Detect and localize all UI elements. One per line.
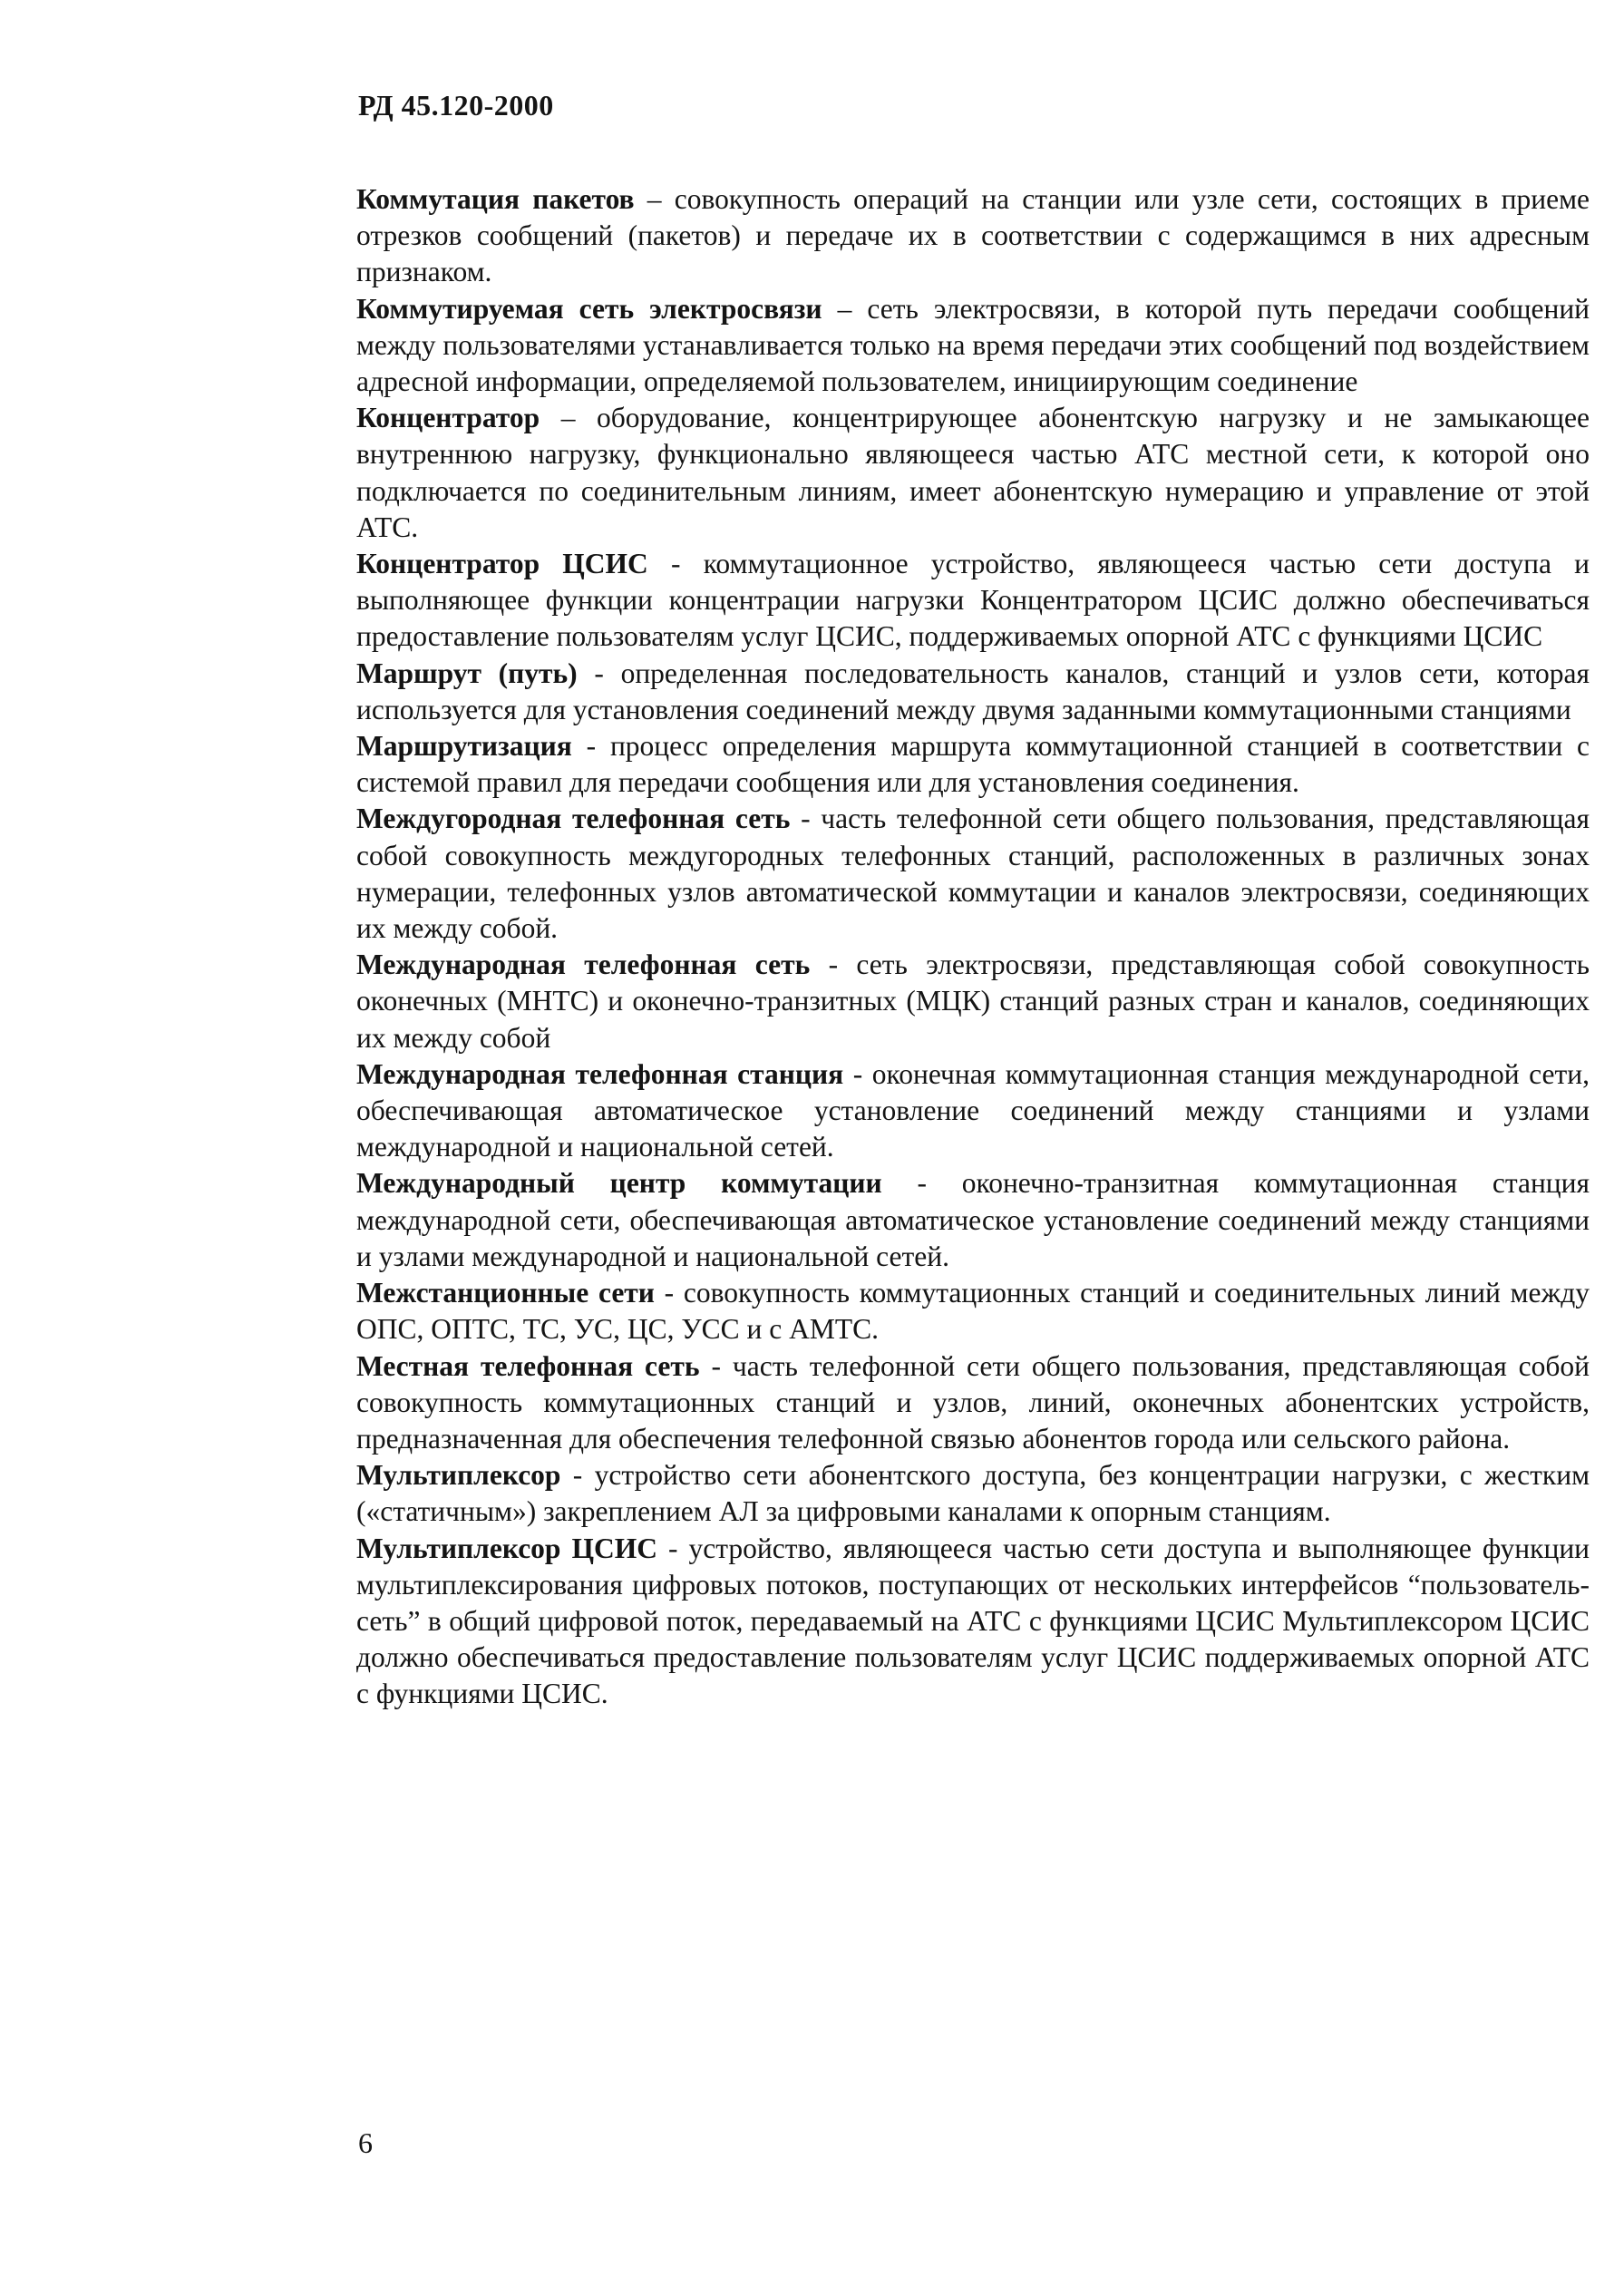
term-name: Международная телефонная станция [356, 1057, 844, 1090]
term-definition: процесс определения маршрута коммутационной станцией в соответствии с системой правил для передачи сообщения или для установления соединения. [356, 730, 1590, 799]
term-separator: - [594, 657, 604, 689]
term-separator: - [801, 803, 811, 835]
term-name: Мультиплексор [356, 1459, 561, 1492]
term-definition: часть телефонной сети общего пользования, представляющая собой совокупность коммутационных станций и узлов, линий, оконечных абонентских устройств, предназначенная для обеспечения телефонной связью абонентов города или сельского района. [356, 1349, 1590, 1455]
term-entry [356, 1457, 1590, 1530]
term-definition: оконечная коммутационная станция международной сети, обеспечивающая автоматическое установление соединений между станциями и узлами международной и национальной сетей. [356, 1057, 1590, 1163]
term-separator: - [664, 1277, 675, 1309]
term-separator: – [560, 402, 576, 434]
term-separator: - [586, 730, 597, 763]
term-name: Местная телефонная сеть [356, 1349, 700, 1382]
page-number: 6 [358, 2126, 373, 2159]
term-entry [356, 181, 1590, 291]
term-name: Межстанционные сети [356, 1277, 655, 1309]
term-entry [356, 947, 1590, 1056]
term-entry [356, 1275, 1590, 1348]
term-entry [356, 801, 1590, 947]
term-separator: – [837, 292, 852, 325]
term-definition: устройство сети абонентского доступа, без концентрации нагрузки, с жестким («статичным») закреплением АЛ за цифровыми каналами к опорным станциям. [356, 1459, 1590, 1528]
term-entry [356, 291, 1590, 401]
term-name: Междугородная телефонная сеть [356, 803, 791, 835]
term-definition: оконечно-транзитная коммутационная станция международной сети, обеспечивающая автоматическое установление соединений между станциями и узлами международной и национальной сетей. [356, 1167, 1590, 1272]
term-definition: определенная последовательность каналов, станций и узлов сети, которая используется для установления соединений между двумя заданными коммутационными станциями [356, 657, 1590, 725]
term-entry [356, 546, 1590, 656]
term-entry [356, 400, 1590, 546]
term-name: Концентратор [356, 402, 540, 434]
term-definition: сеть электросвязи, представляющая собой совокупность оконечных (МНТС) и оконечно-транзитных (МЦК) станций разных стран и каналов, соединяющих их между собой [356, 949, 1590, 1054]
term-separator: - [852, 1057, 863, 1090]
term-name: Международный центр коммутации [356, 1167, 882, 1200]
term-name: Международная телефонная сеть [356, 949, 811, 981]
term-definition: устройство, являющееся частью сети доступа и выполняющее функции мультиплексирования цифровых потоков, поступающих от нескольких интерфейсов “пользователь-сеть” в общий цифровой поток, передаваемый на АТС с функциями ЦСИС Мультиплексором ЦСИС должно обеспечиваться предоставление пользователям услуг ЦСИС поддерживаемых опорной АТС с функциями ЦСИС. [356, 1532, 1590, 1710]
term-separator: – [647, 183, 662, 215]
term-definition: часть телефонной сети общего пользования, представляющая собой совокупность междугородных телефонных станций, расположенных в различных зонах нумерации, телефонных узлов автоматической коммутации и каналов электросвязи, соединяющих их между собой. [356, 803, 1590, 945]
term-entry [356, 1348, 1590, 1458]
term-separator: - [668, 1532, 678, 1564]
term-separator: - [828, 949, 839, 981]
term-entry [356, 1531, 1590, 1713]
term-separator: - [711, 1349, 721, 1382]
term-name: Коммутируемая сеть электросвязи [356, 292, 822, 325]
term-entry [356, 1165, 1590, 1275]
term-entry [356, 728, 1590, 801]
term-entry [356, 1056, 1590, 1166]
term-name: Маршрутизация [356, 730, 572, 763]
terms-list [356, 181, 1590, 1713]
term-separator: - [572, 1459, 583, 1492]
document-code: РД 45.120-2000 [358, 89, 554, 122]
term-name: Концентратор ЦСИС [356, 548, 648, 580]
term-definition: коммутационное устройство, являющееся частью сети доступа и выполняющее функции концентрации нагрузки Концентратором ЦСИС должно обеспечиваться предоставление пользователям услуг ЦСИС, поддерживаемых опорной АТС с функциями ЦСИС [356, 548, 1590, 653]
term-entry [356, 656, 1590, 728]
term-definition: совокупность операций на станции или узле сети, состоящих в приеме отрезков сообщений (пакетов) и передаче их в соответствии с содержащимся в них адресным признаком. [356, 183, 1590, 288]
term-name: Мультиплексор ЦСИС [356, 1532, 657, 1564]
term-name: Маршрут (путь) [356, 657, 578, 689]
term-definition: оборудование, концентрирующее абонентскую нагрузку и не замыкающее внутреннюю нагрузку, функционально являющееся частью АТС местной сети, к которой оно подключается по соединительным линиям, имеет абонентскую нумерацию и управление от этой АТС. [356, 402, 1590, 543]
term-separator: - [917, 1167, 927, 1200]
term-name: Коммутация пакетов [356, 183, 635, 215]
term-definition: совокупность коммутационных станций и соединительных линий между ОПС, ОПТС, ТС, УС, ЦС, УСС и с АМТС. [356, 1277, 1590, 1346]
term-separator: - [671, 548, 681, 580]
term-definition: сеть электросвязи, в которой путь передачи сообщений между пользователями устанавливается только на время передачи этих сообщений под воздействием адресной информации, определяемой пользователем, инициирующим соединение [356, 292, 1590, 398]
